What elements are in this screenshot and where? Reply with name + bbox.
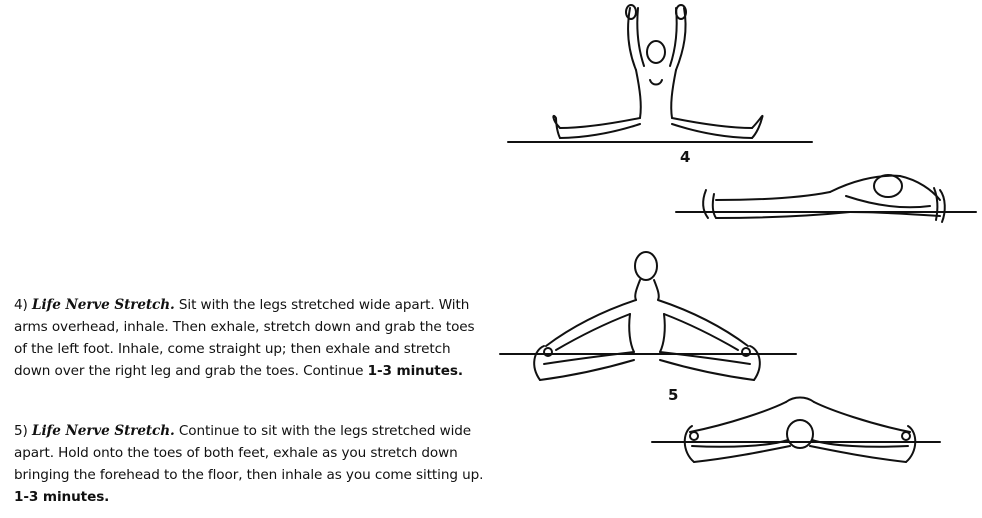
step-5-body: Continue to sit with the legs stretched wide apart. Hold onto the toes of both feet, exhale as you stretch down bringing the forehead to the floor, then inhale as you come sitting up. (14, 423, 484, 483)
figure-5-holding-toes (500, 252, 796, 380)
step-4-number: 4) (14, 297, 28, 313)
figure-4-seated-arms-up (508, 5, 812, 142)
figure-5-forehead-to-floor (652, 398, 940, 463)
figure-5-label: 5 (668, 386, 679, 404)
figure-4-folded-over-leg (676, 175, 976, 222)
figure-4-label: 4 (680, 148, 691, 166)
step-4-body: Sit with the legs stretched wide apart. With arms overhead, inhale. Then exhale, stretch down and grab the toes of the left foot. Inhale, come straight up; then exhale and stretch down over the right leg and grab the toes. Continue (14, 297, 475, 379)
step-5-title: Life Nerve Stretch. (32, 423, 175, 439)
step-5-duration: 1-3 minutes. (14, 489, 110, 505)
step-5-number: 5) (14, 423, 28, 439)
step-4-duration: 1-3 minutes. (367, 363, 463, 379)
step-4-title: Life Nerve Stretch. (32, 297, 175, 313)
